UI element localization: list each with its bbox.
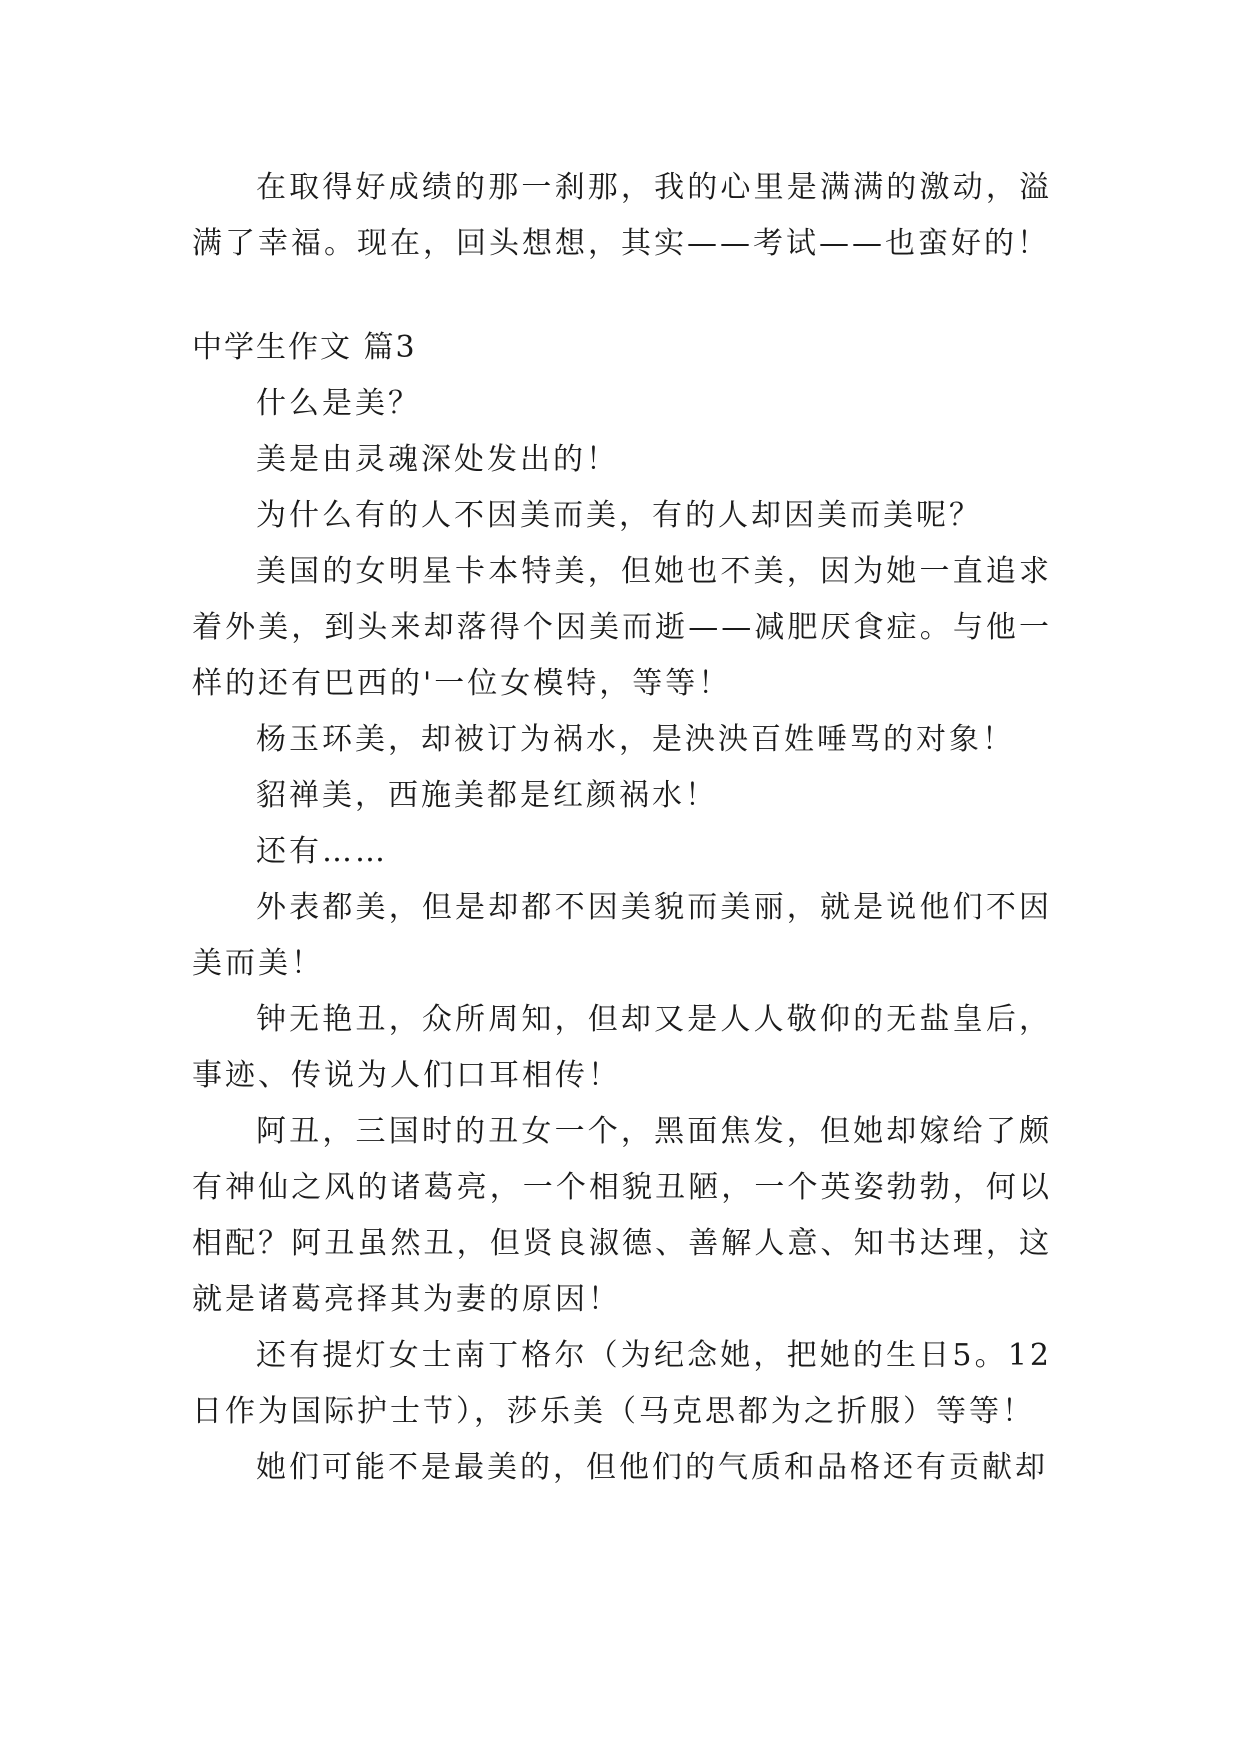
- paragraph-6: 貂禅美，西施美都是红颜祸水！: [256, 778, 718, 813]
- section-gap: [192, 272, 1052, 320]
- paragraph-5: 杨玉环美，却被订为祸水，是泱泱百姓唾骂的对象！: [256, 722, 1015, 757]
- paragraph-7: 还有……: [256, 834, 388, 869]
- section-title: 中学生作文 篇3: [192, 330, 417, 365]
- paragraph-2: 美是由灵魂深处发出的！: [256, 442, 619, 477]
- paragraph-10: 阿丑，三国时的丑女一个，黑面焦发，但她却嫁给了颇有神仙之风的诸葛亮，一个相貌丑陋，一个英姿勃勃，何以相配？阿丑虽然丑，但贤良淑德、善解人意、知书达理，这就是诸葛亮择其为妻的原因！: [192, 1114, 1052, 1317]
- paragraph-4: 美国的女明星卡本特美，但她也不美，因为她一直追求着外美，到头来却落得个因美而逝——减肥厌食症。与他一样的还有巴西的'一位女模特，等等！: [192, 554, 1052, 701]
- document-content: [192, 160, 1052, 1496]
- paragraph-12: 她们可能不是最美的，但他们的气质和品格还有贡献却: [256, 1450, 1048, 1485]
- paragraph-11: 还有提灯女士南丁格尔（为纪念她，把她的生日5。12日作为国际护士节），莎乐美（马克思都为之折服）等等！: [192, 1338, 1052, 1429]
- paragraph-3: 为什么有的人不因美而美，有的人却因美而美呢？: [256, 498, 982, 533]
- paragraph-9: 钟无艳丑，众所周知，但却又是人人敬仰的无盐皇后，事迹、传说为人们口耳相传！: [192, 1002, 1052, 1093]
- opening-paragraph: 在取得好成绩的那一刹那，我的心里是满满的激动，溢满了幸福。现在，回头想想，其实——考试——也蛮好的！: [192, 170, 1052, 261]
- paragraph-1: 什么是美？: [256, 386, 421, 421]
- paragraph-8: 外表都美，但是却都不因美貌而美丽，就是说他们不因美而美！: [192, 890, 1052, 981]
